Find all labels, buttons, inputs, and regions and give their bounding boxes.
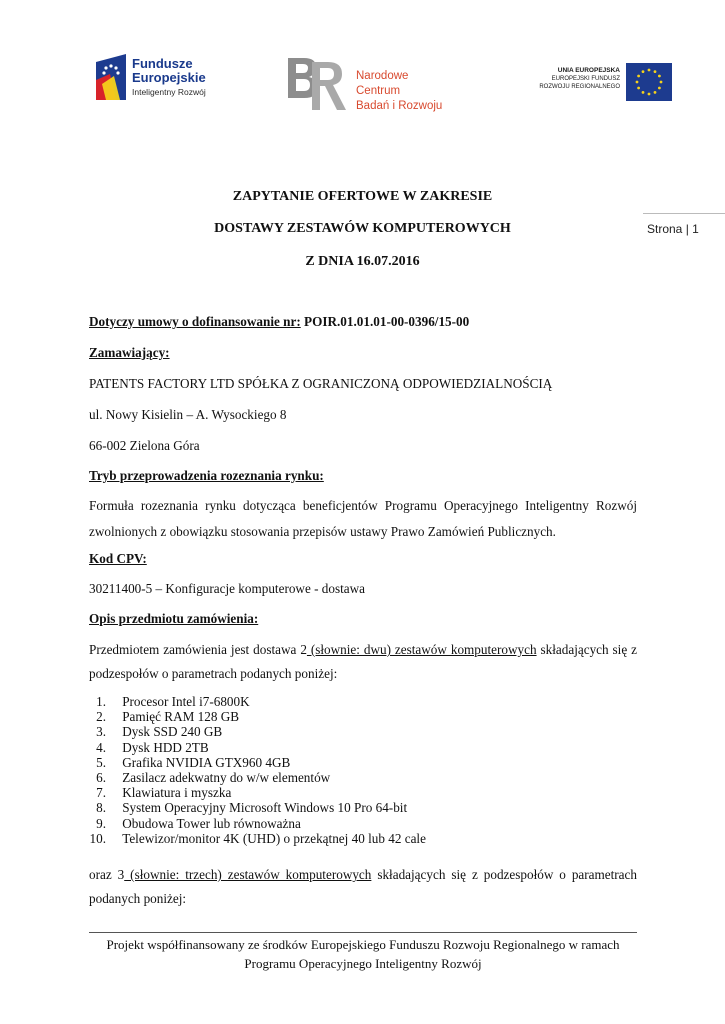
fundusze-europejskie-logo [96,54,226,102]
mode-heading: Tryb przeprowadzenia rozeznania rynku: [89,468,324,483]
description2-start: oraz 3 [89,867,125,882]
page-number-label: Strona | 1 [647,222,699,236]
description-intro-start: Przedmiotem zamówienia jest dostawa 2 [89,642,307,657]
ue-logo-line2: EUROPEJSKI FUNDUSZ [551,76,620,82]
list-item: 1. Procesor Intel i7-6800K [96,694,250,709]
description-intro [89,638,637,686]
contract-line [89,312,469,332]
buyer-city: 66-002 Zielona Góra [89,438,200,453]
cpv-heading: Kod CPV: [89,551,147,566]
document-title-date: Z DNIA 16.07.2016 [305,254,420,269]
ue-logo-line3: ROZWOJU REGIONALNEGO [539,84,620,90]
document-title-line2: DOSTAWY ZESTAWÓW KOMPUTEROWYCH [214,221,511,236]
ncbr-logo-line1: Narodowe Centrum [356,70,409,97]
list-item: 5. Grafika NVIDIA GTX960 4GB [96,754,291,770]
list-item: 6. Zasilacz adekwatny do w/w elementów [96,769,331,785]
buyer-name: PATENTS FACTORY LTD SPÓŁKA Z OGRANICZONĄ ODPOWIEDZIALNOŚCIĄ [89,376,553,391]
fe-stars-logo-icon [96,54,126,100]
component-list-2-sets [89,694,426,846]
buyer-heading: Zamawiający: [89,345,170,360]
footer-divider [89,932,637,933]
list-item: 9. Obudowa Tower lub równoważna [96,815,301,831]
footer-line1: Projekt współfinansowany ze środków Europejskiego Funduszu Rozwoju Regionalnego w ramach [106,937,620,952]
fe-logo-line3: Inteligentny Rozwój [132,87,206,97]
fe-logo-line2: Europejskie [132,70,206,85]
description2-quantity: (słownie: trzech) zestawów komputerowych [124,867,372,882]
list-item: 8. System Operacyjny Microsoft Windows 10 Pro 64-bit [96,800,408,816]
mode-text: Formuła rozeznania rynku dotycząca beneficjentów Programu Operacyjnego Inteligentny Rozwój zwolnionych z obowiązku stosowania przepisów ustawy Prawo Zamówień Publicznych. [89,498,637,539]
description2-end: składających się z podzespołów o parametrach podanych poniżej: [89,867,637,906]
ue-logo [540,63,672,103]
fe-logo-line1: Fundusze [132,56,193,71]
description-intro-quantity: (słownie: dwu) zestawów komputerowych [306,642,537,657]
page-label-divider [643,213,725,214]
list-item: 4. Dysk HDD 2TB [96,739,209,755]
description-second-set [89,863,637,911]
footer-line2: Programu Operacyjnego Inteligentny Rozwój [244,956,482,971]
eu-flag-icon [626,63,672,101]
list-item: 2. Pamięć RAM 128 GB [96,709,240,725]
buyer-street: ul. Nowy Kisielin – A. Wysockiego 8 [89,407,287,422]
ncbr-logo [282,52,452,116]
description-heading: Opis przedmiotu zamówienia: [89,611,259,626]
contract-number: POIR.01.01.01-00-0396/15-00 [304,314,470,329]
ue-logo-line1: UNIA EUROPEJSKA [557,67,620,74]
description-intro-end: składających się z podzespołów o parametrach podanych poniżej: [89,642,637,681]
list-item: 10. Telewizor/monitor 4K (UHD) o przekątnej 40 lub 42 cale [89,830,426,846]
contract-label: Dotyczy umowy o dofinansowanie nr: [89,314,301,329]
list-item: 7. Klawiatura i myszka [96,785,232,801]
ncbr-br-logo-icon [282,52,352,116]
cpv-text: 30211400-5 – Konfiguracje komputerowe - dostawa [89,581,366,596]
document-title-line1: ZAPYTANIE OFERTOWE W ZAKRESIE [232,189,493,204]
ncbr-logo-line2: Badań i Rozwoju [356,100,443,112]
list-item: 3. Dysk SSD 240 GB [96,724,223,740]
